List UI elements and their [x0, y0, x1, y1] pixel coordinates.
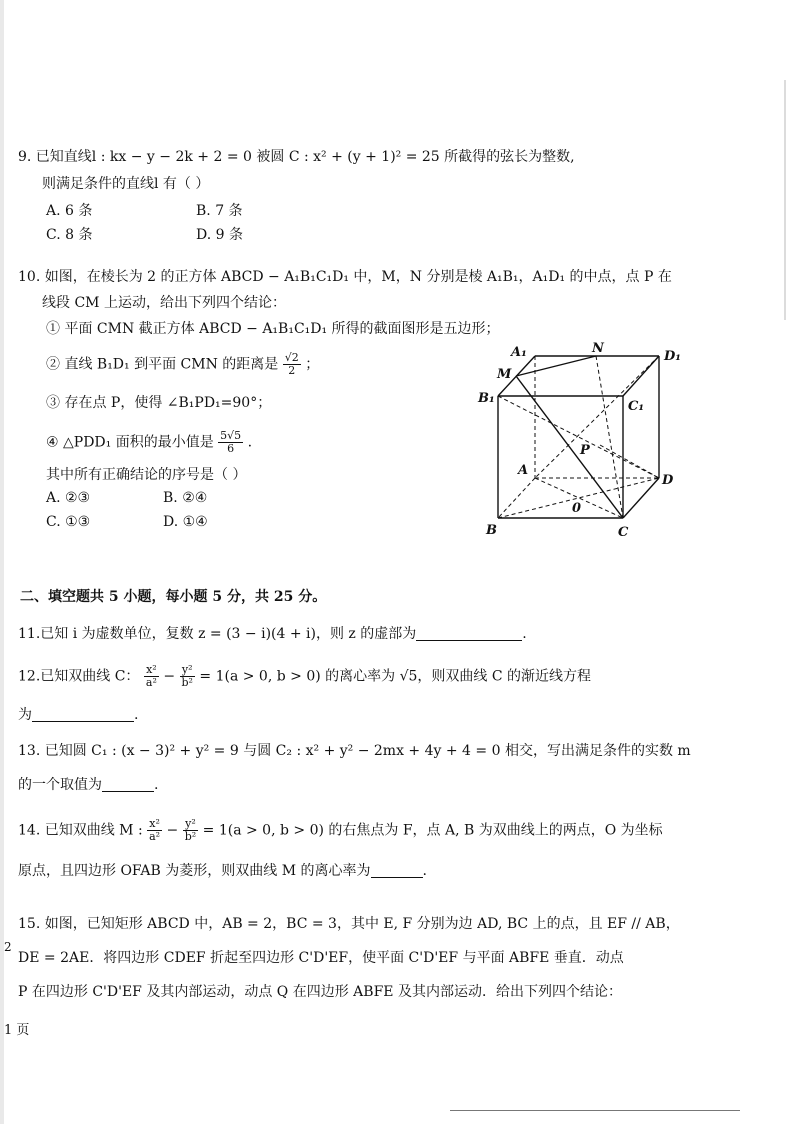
q9-option-b: B. 7 条 — [196, 203, 243, 219]
q11-answer-blank — [416, 626, 522, 641]
q10-s4-denominator: 6 — [227, 442, 235, 455]
q14-end: . — [422, 863, 427, 879]
q12-frac-x-num: x² — [144, 664, 159, 677]
q15-stem-line3: P 在四边形 C'D'EF 及其内部运动，动点 Q 在四边形 ABFE 及其内部运动．给出下列四个结论： — [18, 984, 622, 1000]
q12-minus: − — [163, 668, 176, 685]
q10-s2-denominator: 2 — [288, 364, 296, 377]
q14-text-rest: = 1(a > 0, b > 0) 的右焦点为 F，点 A, B 为双曲线上的两点，O 为坐标 — [202, 822, 663, 839]
q9-stem-line2: 则满足条件的直线l 有（ ） — [42, 176, 210, 192]
q10-statement-4 — [46, 430, 252, 455]
q14-stem-line1 — [18, 818, 663, 843]
q14-frac-x — [147, 818, 162, 843]
q12-end: . — [134, 707, 139, 723]
q9-option-d: D. 9 条 — [196, 227, 243, 243]
label-c1: C₁ — [628, 399, 645, 414]
q14-frac-y-den: b² — [184, 830, 197, 843]
q13-end: . — [154, 777, 159, 793]
q10-stem-line2: 线段 CM 上运动，给出下列四个结论： — [42, 295, 286, 311]
q12-frac-y-num: y² — [180, 664, 195, 677]
q15-stem-line1: 15. 如图，已知矩形 ABCD 中，AB = 2，BC = 3，其中 E, F 分别为边 AD, BC 上的点，且 EF // AB， — [18, 916, 680, 932]
q10-s2-text: ② 直线 B₁D₁ 到平面 CMN 的距离是 — [46, 356, 279, 373]
q12-frac-y — [180, 664, 195, 689]
label-a1: A₁ — [511, 345, 527, 360]
q11-end: . — [522, 626, 527, 642]
side-mark: 2 — [4, 940, 12, 954]
q12-line2-text: 为 — [18, 707, 32, 723]
q10-stem-line1: 10. 如图，在棱长为 2 的正方体 ABCD − A₁B₁C₁D₁ 中，M，N 分别是棱 A₁B₁，A₁D₁ 的中点，点 P 在 — [18, 269, 672, 285]
label-b1: B₁ — [478, 391, 495, 406]
label-a: A — [518, 463, 529, 478]
q10-statement-3: ③ 存在点 P，使得 ∠B₁PD₁=90°； — [46, 395, 272, 411]
q9-option-c: C. 8 条 — [46, 227, 93, 243]
q10-option-a: A. ②③ — [46, 490, 91, 506]
q10-s2-fraction — [283, 352, 301, 377]
q13-line2-text: 的一个取值为 — [18, 777, 102, 793]
label-b: B — [486, 523, 497, 538]
q12-text: 12.已知双曲线 C： — [18, 668, 140, 685]
q10-s4-text: ④ △PDD₁ 面积的最小值是 — [46, 434, 214, 451]
q13-stem-line2 — [18, 776, 158, 794]
q10-s4-numerator: 5√5 — [220, 429, 242, 442]
q14-frac-x-num: x² — [147, 818, 162, 831]
page-number: 1 页 — [4, 1023, 30, 1038]
label-d1: D₁ — [664, 349, 681, 364]
q14-frac-y — [183, 818, 198, 843]
q10-s2-end: ； — [305, 356, 320, 373]
q10-statement-1: ① 平面 CMN 截正方体 ABCD − A₁B₁C₁D₁ 所得的截面图形是五边形； — [46, 321, 500, 337]
q12-frac-x-den: a² — [145, 676, 157, 689]
q13-answer-blank — [102, 777, 154, 792]
cube-figure — [470, 336, 690, 546]
q10-option-d: D. ①④ — [163, 514, 208, 530]
q14-stem-line2 — [18, 862, 427, 880]
q14-frac-x-den: a² — [149, 830, 161, 843]
q9-stem-line1: 9. 已知直线l : kx − y − 2k + 2 = 0 被圆 C : x² + (y + 1)² = 25 所截得的弦长为整数, — [18, 149, 575, 165]
q12-frac-x — [144, 664, 159, 689]
q14-answer-blank — [371, 863, 423, 878]
label-o: 0 — [572, 501, 582, 516]
q14-minus: − — [166, 822, 179, 839]
label-c: C — [618, 525, 629, 540]
bottom-rule — [450, 1110, 740, 1111]
q12-text-rest: = 1(a > 0, b > 0) 的离心率为 √5，则双曲线 C 的渐近线方程 — [199, 668, 592, 685]
q10-option-b: B. ②④ — [163, 490, 208, 506]
q14-line2-text: 原点，且四边形 OFAB 为菱形，则双曲线 M 的离心率为 — [18, 863, 371, 879]
label-d: D — [662, 473, 674, 488]
q12-answer-blank — [32, 707, 134, 722]
section-heading: 二、填空题共 5 小题，每小题 5 分，共 25 分。 — [20, 589, 327, 605]
label-p: P — [580, 443, 590, 458]
q12-frac-y-den: b² — [181, 676, 193, 689]
label-n: N — [592, 341, 604, 356]
q14-frac-y-num: y² — [183, 818, 198, 831]
label-m: M — [497, 367, 512, 382]
q11-stem — [18, 625, 527, 643]
q10-s2-numerator: √2 — [284, 351, 299, 364]
scan-right-edge — [784, 80, 786, 320]
q12-stem-line1 — [18, 664, 591, 689]
q15-stem-line2: DE = 2AE．将四边形 CDEF 折起至四边形 C'D'EF，使平面 C'D'EF 与平面 ABFE 垂直．动点 — [18, 950, 624, 966]
q10-s4-fraction — [218, 430, 243, 455]
q10-option-c: C. ①③ — [46, 514, 91, 530]
q11-text: 11.已知 i 为虚数单位，复数 z = (3 − i)(4 + i)，则 z 的虚部为 — [18, 626, 417, 642]
q10-s4-end: . — [247, 434, 253, 451]
q14-text: 14. 已知双曲线 M : — [18, 822, 143, 839]
q9-option-a: A. 6 条 — [46, 203, 93, 219]
q10-ask: 其中所有正确结论的序号是（ ） — [46, 467, 247, 483]
q13-stem-line1: 13. 已知圆 C₁ : (x − 3)² + y² = 9 与圆 C₂ : x² + y² − 2mx + 4y + 4 = 0 相交，写出满足条件的实数 m — [18, 743, 691, 759]
q10-statement-2 — [46, 352, 319, 377]
q12-stem-line2 — [18, 706, 138, 724]
